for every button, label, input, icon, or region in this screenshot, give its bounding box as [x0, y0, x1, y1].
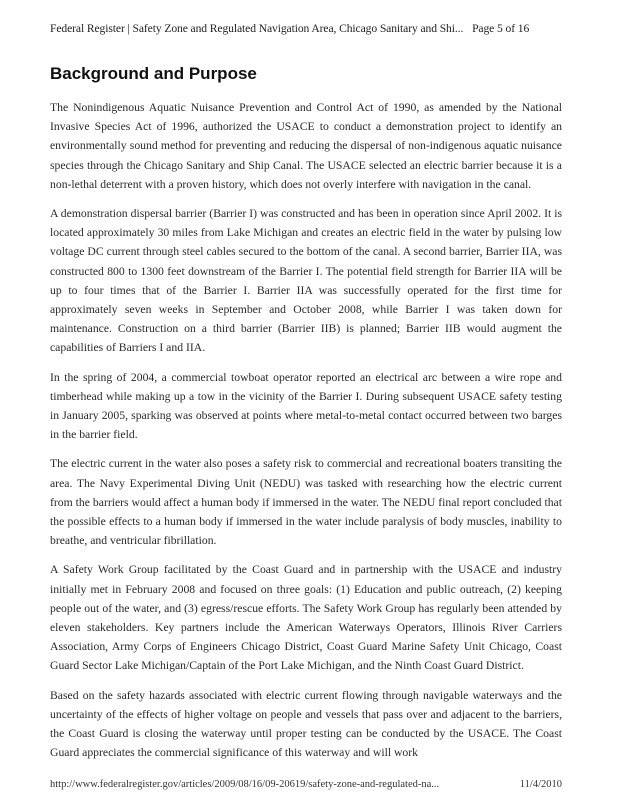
paragraph-1: The Nonindigenous Aquatic Nuisance Prevention and Control Act of 1990, as amended by the National Invasive Species Act of 1996, authorized the USACE to conduct a demonstration project to identify an environmentally sound method for preventing and reducing the dispersal of non-indigenous aquatic nuisance species through the Chicago Sanitary and Ship Canal. The USACE selected an electric barrier because it is a non-lethal deterrent with a proven history, which does not overly interfere with navigation in the canal.: [50, 101, 562, 191]
footer-date: 11/4/2010: [519, 779, 562, 790]
page-header: [50, 22, 560, 35]
paragraph-3: In the spring of 2004, a commercial towboat operator reported an electrical arc between a wire rope and timberhead while making up a tow in the vicinity of the Barrier I. During subsequent USACE safety testing in January 2005, sparking was observed at points where metal-to-metal contact occurred between two barges in the barrier field.: [50, 370, 562, 442]
paragraph-2: A demonstration dispersal barrier (Barrier I) was constructed and has been in operation since April 2002. It is located approximately 30 miles from Lake Michigan and creates an electric field in the water by pulsing low voltage DC current through steel cables secured to the bottom of the canal. A second barrier, Barrier IIA, was constructed 800 to 1300 feet downstream of the Barrier I. The potential field strength for Barrier IIA will be up to four times that of the Barrier I. Barrier IIA was successfully operated for the first time for approximately seven weeks in September and October 2008, while Barrier I was taken down for maintenance. Construction on a third barrier (Barrier IIB) is planned; Barrier IIB would augment the capabilities of Barriers I and IIA.: [50, 207, 562, 355]
section-heading: Background and Purpose: [50, 64, 257, 83]
article-body: [50, 98, 562, 773]
paragraph-4: The electric current in the water also poses a safety risk to commercial and recreational boaters transiting the area. The Navy Experimental Diving Unit (NEDU) was tasked with researching how the electric current from the barriers would affect a human body if immersed in the water. The NEDU final report concluded that the possible effects to a human body if immersed in the water include paralysis of body muscles, inability to breathe, and ventricular fibrillation.: [50, 457, 562, 548]
paragraph-5: A Safety Work Group facilitated by the Coast Guard and in partnership with the USACE and industry initially met in February 2008 and focused on three goals: (1) Education and public outreach, (2) keeping people out of the water, and (3) egress/rescue efforts. The Safety Work Group has regularly been attended by eleven stakeholders. Key partners include the American Waterways Operators, Illinois River Carriers Association, Army Corps of Engineers Chicago District, Coast Guard Marine Safety Unit Chicago, Coast Guard Sector Lake Michigan/Captain of the Port Lake Michigan, and the Ninth Coast Guard District.: [50, 563, 562, 673]
footer-url-link[interactable]: http://www.federalregister.gov/articles/2009/08/16/09-20619/safety-zone-and-regulated-na...: [50, 779, 440, 790]
header-page-label: Page 5 of 16: [472, 22, 530, 35]
header-title: Federal Register | Safety Zone and Regulated Navigation Area, Chicago Sanitary and Shi...: [50, 22, 464, 35]
paragraph-6: Based on the safety hazards associated with electric current flowing through navigable waterways and the uncertainty of the effects of higher voltage on people and vessels that pass over and adjacent to the barriers, the Coast Guard is closing the waterway until proper testing can be conducted by the USACE. The Coast Guard appreciates the commercial significance of this waterway and will work: [50, 688, 562, 760]
page-footer: [50, 779, 562, 790]
